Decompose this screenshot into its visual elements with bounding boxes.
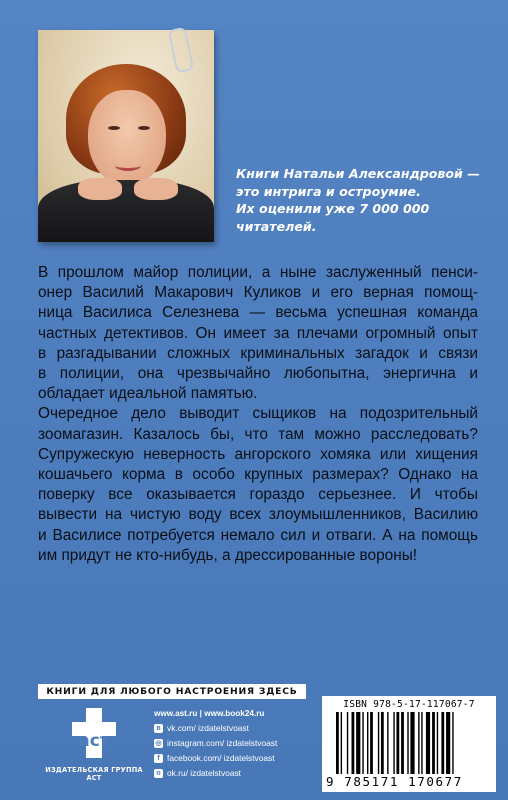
slogan-banner: КНИГИ ДЛЯ ЛЮБОГО НАСТРОЕНИЯ ЗДЕСЬ	[38, 684, 306, 699]
social-link-facebook[interactable]	[154, 751, 314, 766]
description-line: частных детективов. Он имеет за плечами огромный опыт	[38, 324, 478, 342]
quote-line: Их оценили уже 7 000 000	[236, 201, 430, 216]
publisher-logo	[38, 706, 150, 786]
instagram-icon: ◎	[155, 740, 162, 747]
author-eye-left	[108, 126, 120, 130]
social-link-text: facebook.com/ izdatelstvoast	[167, 753, 275, 763]
description-line: Супружескую неверность ангорского хомяка или хищения	[38, 445, 478, 463]
quote-line: читателей.	[236, 218, 317, 234]
author-sweater	[38, 180, 214, 242]
description-line: ница Василиса Селезнева — весьма успешная команда	[38, 304, 478, 322]
author-hand-right	[134, 178, 178, 200]
social-link-text: instagram.com/ izdatelstvoast	[167, 738, 278, 748]
publisher-links	[154, 706, 314, 781]
ean-number: 9 785171 170677	[326, 774, 463, 789]
quote-line: Книги Натальи Александровой —	[236, 166, 480, 181]
barcode-icon	[336, 712, 484, 774]
author-quote	[236, 165, 486, 235]
odnoklassniki-icon: о	[154, 769, 163, 778]
publisher-websites[interactable]: www.ast.ru | www.book24.ru	[154, 709, 265, 718]
description-line: кошачьего корма в особо крупных размерах? Однако на	[38, 466, 478, 484]
facebook-icon: f	[154, 754, 163, 763]
social-link-text: vk.com/ izdatelstvoast	[167, 723, 249, 733]
description-line: Очередное дело выводит сыщиков на подозрительный	[38, 405, 478, 423]
description-line: в полиции, она чрезвычайно любопытна, энергична и	[38, 365, 478, 383]
description-line: вывести на чистую воду всех злоумышленников, Василию	[38, 506, 478, 524]
author-eye-right	[138, 126, 150, 130]
description-line: им придут не кто-нибудь, а дрессированные вороны!	[38, 546, 418, 564]
description-line: в разгадывании сложных криминальных загадок и связи	[38, 344, 478, 362]
isbn-label: ISBN 978-5-17-117067-7	[343, 699, 475, 710]
author-face	[88, 90, 166, 186]
publisher-caption: ИЗДАТЕЛЬСКАЯ ГРУППА АСТ	[45, 766, 143, 782]
description-line: зоомагазин. Казалось бы, что там можно расследовать?	[38, 425, 478, 443]
vk-icon: в	[154, 724, 163, 733]
social-link-odnoklassniki[interactable]	[154, 766, 314, 781]
description-line: и Василисе потребуется немало сил и отваги. А на помощь	[38, 526, 478, 544]
description-line: онер Василий Макарович Куликов и его верная помощ-	[38, 284, 478, 302]
social-link-vk[interactable]	[154, 721, 314, 736]
barcode-panel	[322, 696, 496, 792]
author-hand-left	[78, 178, 122, 200]
author-smile	[115, 160, 141, 171]
quote-line: это интрига и остроумие.	[236, 183, 421, 199]
description-line: обладает идеальной памятью.	[38, 385, 258, 403]
social-link-instagram[interactable]	[154, 736, 314, 751]
ast-logo-icon	[66, 706, 122, 762]
description-line: поверку все оказывается гораздо серьезнее. И чтобы	[38, 486, 478, 504]
description-line: В прошлом майор полиции, а ныне заслуженный пенси-	[38, 264, 478, 281]
book-description	[38, 263, 478, 566]
social-link-text: ok.ru/ izdatelstvoast	[167, 768, 242, 778]
logo-text: аст	[78, 731, 110, 751]
